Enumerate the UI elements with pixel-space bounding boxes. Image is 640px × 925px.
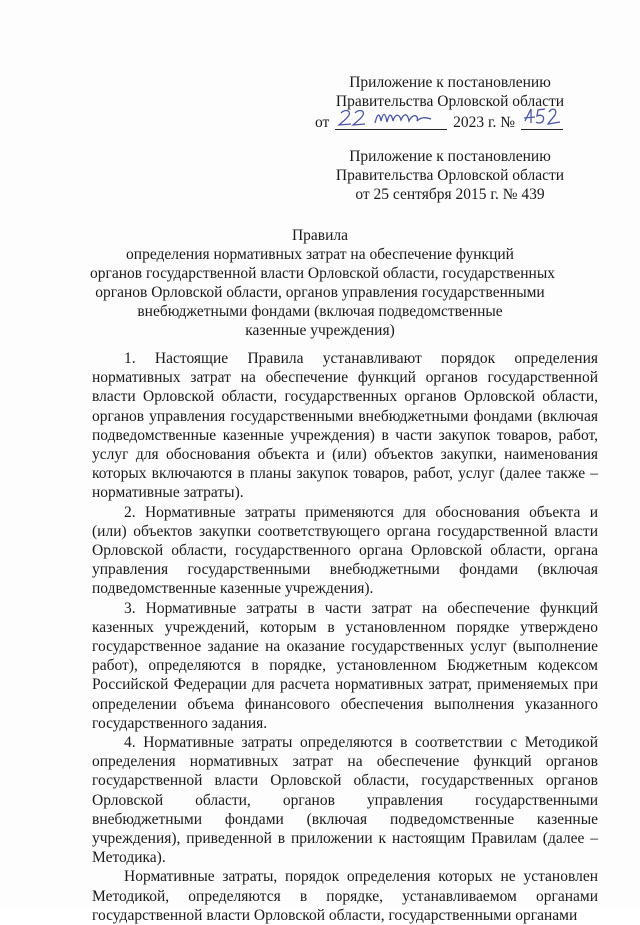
handwritten-number-signature [521, 105, 563, 131]
header-line-1: Приложение к постановлению [349, 74, 551, 91]
handwritten-date-signature [335, 105, 447, 131]
paragraph-3: 3. Нормативные затраты в части затрат на обеспечение функций казенных учреждений, которым в установленном порядке утверждено государственное задание на оказание государственных услуг (выполнение работ), определяются в порядке, установленном Бюджетным кодексом Российской Федерации для расчета нормативных затрат, применяемых при определении объема финансового обеспечения выполнения указанного государственного задания. [92, 599, 598, 732]
handwritten-date-field [335, 111, 447, 130]
paragraph-1: 1. Настоящие Правила устанавливают порядок определения нормативных затрат на обеспечение функций органов государственной власти Орловской области, государственных органов Орловской области, органов управления государственными внебюджетными фондами (включая подведомственные казенные учреждения) в части закупок товаров, работ, услуг для обоснования объекта и (или) объектов закупки, наименования которых включаются в планы закупок товаров, работ, услуг (далее также – нормативные затраты). [92, 350, 598, 502]
previous-resolution-header [330, 147, 570, 204]
year-and-number-label: 2023 г. № [453, 114, 516, 131]
paragraph-2: 2. Нормативные затраты применяются для обоснования объекта и (или) объектов закупки соответствующего органа государственной власти Орловской области, государственного органа Орловской области, органа управления государственными внебюджетными фондами (включая подведомственные казенные учреждения). [92, 503, 598, 598]
prev-header-line-2: Правительства Орловской области [335, 167, 565, 184]
document-body [92, 349, 598, 925]
title-line-5: внебюджетными фондами (включая подведомственные [137, 303, 503, 320]
header-line-2: Правительства Орловской области [335, 93, 565, 110]
document-title [90, 226, 556, 340]
title-line-6: казенные учреждения) [245, 322, 395, 339]
from-prefix: от [315, 114, 330, 131]
paragraph-5: Нормативные затраты, порядок определения которых не установлен Методикой, определяются в порядке, устанавливаемом органами государственной власти Орловской области, государственными органами [92, 868, 598, 924]
title-line-4: органов Орловской области, органов управления государственными [95, 284, 545, 301]
prev-header-line-3: от 25 сентября 2015 г. № 439 [355, 186, 545, 203]
handwritten-number-field [521, 111, 563, 130]
title-line-1: Правила [291, 227, 349, 244]
header-date-line [315, 111, 570, 132]
current-resolution-header [315, 73, 570, 132]
prev-header-line-1: Приложение к постановлению [349, 148, 551, 165]
title-line-2: определения нормативных затрат на обеспечение функций [126, 246, 514, 263]
paragraph-4: 4. Нормативные затраты определяются в соответствии с Методикой определения нормативных затрат на обеспечение функций органов государственной власти Орловской области, государственных органов Орловской области, органов управления государственными внебюджетными фондами (включая подведомственные казенные учреждения), приведенной в приложении к настоящим Правилам (далее – Методика). [92, 734, 598, 867]
title-line-3: органов государственной власти Орловской области, государственных [90, 265, 556, 282]
